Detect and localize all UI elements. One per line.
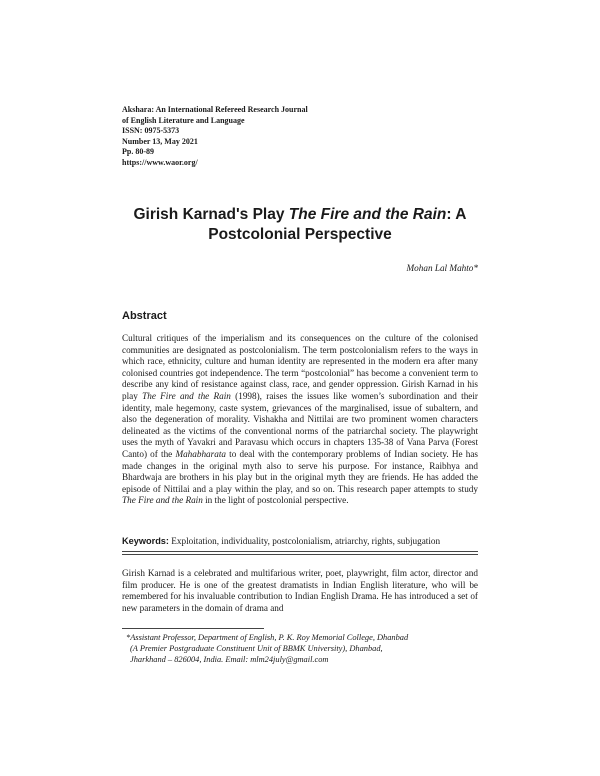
journal-url: https://www.waor.org/	[122, 157, 198, 167]
abstract-text-2: (1998), raises the issues like women’s subordination and their identity, male hegemony, caste system, grievances of the marginalised, issue of subaltern, and also the degeneration of morality. Vishakha and Nittilai are two prominent women characters delineated as the victims of the conventional norms of the patriarchal society. The playwright uses the myth of Yavakri and Paravasu which occurs in chapters 135-38 of Vana Parva (Forest Canto) of the	[122, 390, 478, 459]
journal-issn: ISSN: 0975-5373	[122, 126, 180, 136]
section-divider-bottom	[122, 554, 478, 555]
keywords-text: Exploitation, individuality, postcolonialism, atriarchy, rights, subjugation	[168, 536, 441, 546]
keywords-label: Keywords:	[122, 536, 169, 546]
title-italic: The Fire and the Rain	[288, 206, 447, 223]
journal-info	[122, 105, 452, 169]
journal-name-line2: of English Literature and Language	[122, 115, 245, 125]
abstract-text-4: in the light of postcolonial perspective.	[202, 495, 349, 506]
intro-paragraph: Girish Karnad is a celebrated and multifarious writer, poet, playwright, film actor, director and film producer. He is one of the greatest dramatists in Indian English literature, who will be remembered for his invaluable contribution to Indian English Drama. He has introduced a set of new parameters in the domain of drama and	[122, 568, 478, 614]
abstract-text-1: Cultural critiques of the imperialism and its consequences on the culture of the colonised communities are designated as postcolonialism. The term postcolonialism refers to the ways in which race, ethnicity, culture and human identity are represented in the modern era after many colonised countries got independence. The term “postcolonial” has become a convenient term to describe any kind of resistance against class, race, and gender oppression. Girish Karnad in his play	[122, 333, 478, 401]
author-name: Mohan Lal Mahto*	[406, 263, 478, 273]
footnote	[122, 633, 478, 665]
paper-title	[122, 205, 478, 244]
abstract-text-3: to deal with the contemporary problems of Indian society. He has made changes in the original myth also to serve his purpose. For instance, Raibhya and Bhardwaja are brothers in his play but in the original myth they are friends. He has added the episode of Nittilai and a play within the play, and so on. This research paper attempts to study	[122, 448, 478, 494]
journal-pages: Pp. 80-89	[122, 147, 154, 157]
abstract-italic-2: Mahabharata	[175, 448, 226, 459]
footnote-line3: Jharkhand – 826004, India. Email: mlm24july@gmail.com	[130, 654, 329, 664]
section-divider-top	[122, 551, 478, 552]
abstract-italic-3: The Fire and the Rain	[122, 495, 203, 506]
journal-number: Number 13, May 2021	[122, 136, 198, 146]
journal-name-line1: Akshara: An International Refereed Research Journal	[122, 105, 308, 114]
abstract-heading: Abstract	[122, 310, 167, 322]
title-part2: : A Postcolonial Perspective	[208, 206, 467, 243]
title-part1: Girish Karnad's Play	[133, 206, 289, 223]
keywords	[122, 536, 482, 546]
abstract-italic-1: The Fire and the Rain	[142, 390, 231, 401]
footnote-line2: (A Premier Postgraduate Constituent Unit of BBMK University), Dhanbad,	[130, 643, 383, 653]
abstract-body	[122, 333, 478, 507]
footnote-line1: *Assistant Professor, Department of English, P. K. Roy Memorial College, Dhanbad	[126, 633, 409, 642]
footnote-divider	[122, 628, 264, 629]
